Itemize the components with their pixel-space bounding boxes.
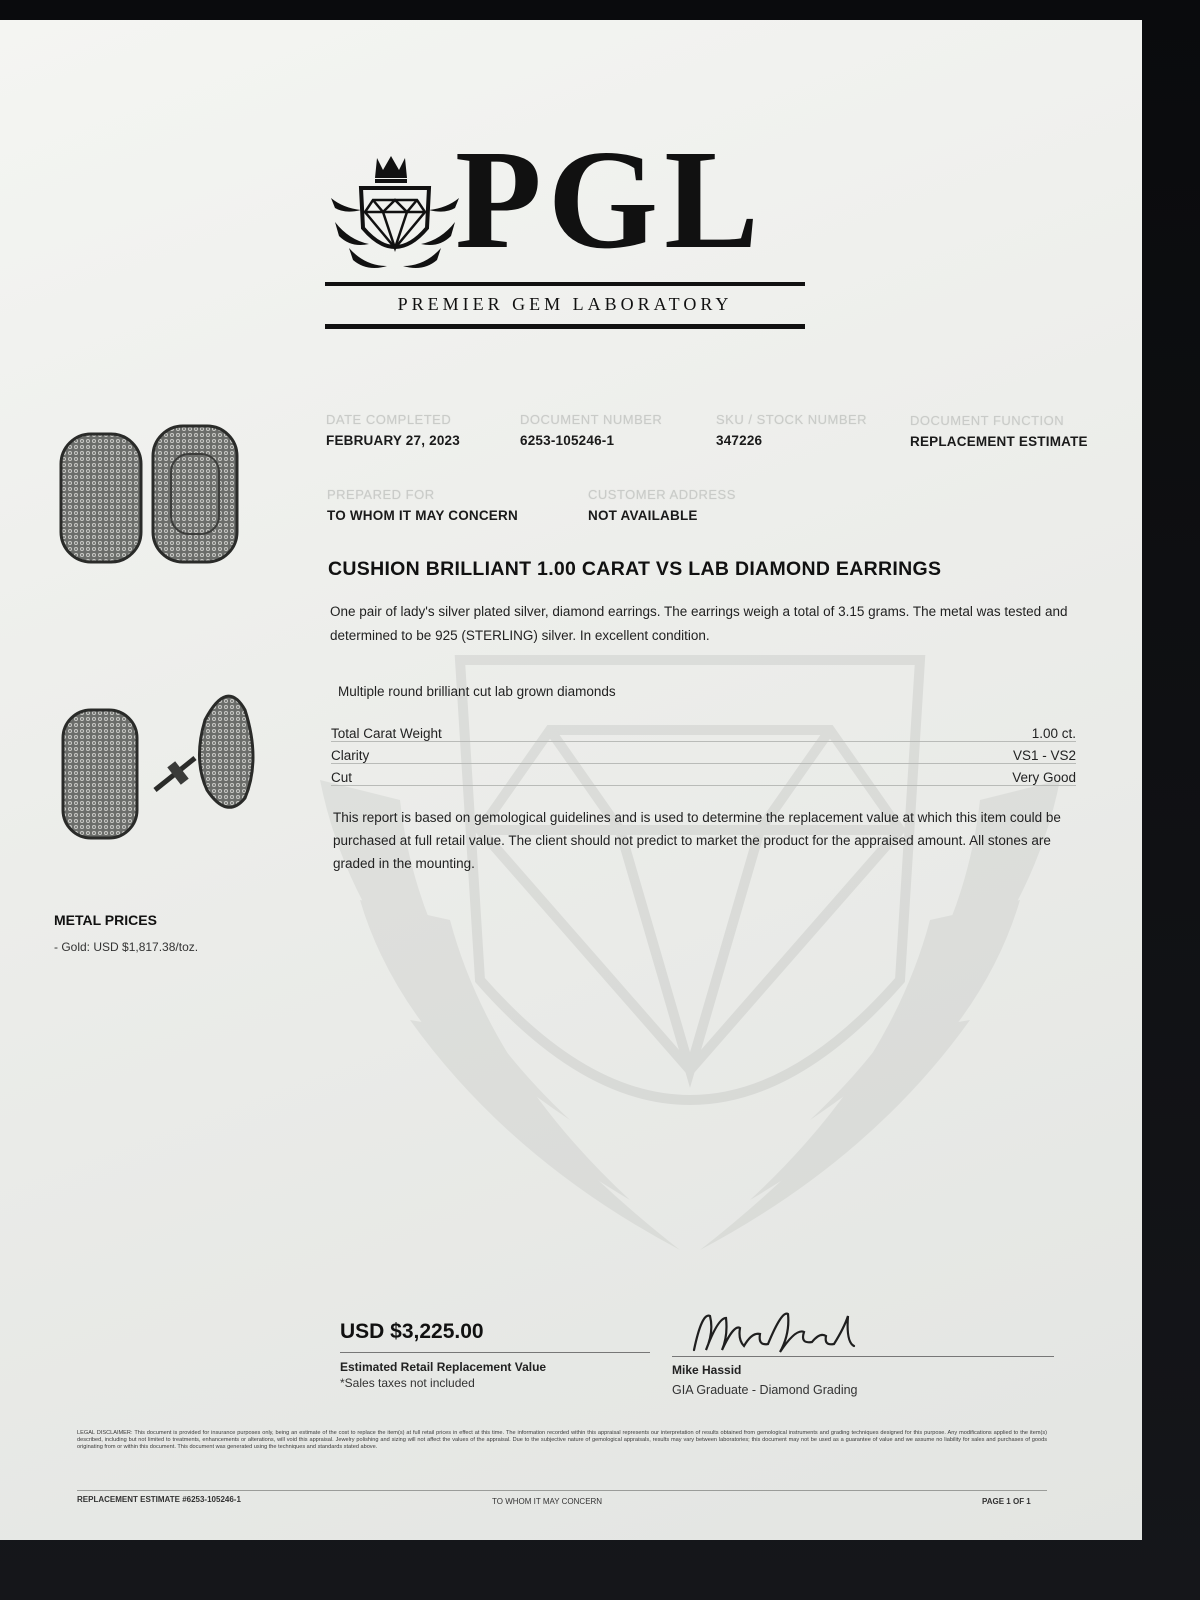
logo-letters: PGL: [455, 120, 765, 278]
field-value: NOT AVAILABLE: [588, 508, 698, 523]
footer-document-id: REPLACEMENT ESTIMATE #6253-105246-1: [77, 1495, 241, 1504]
spec-value: VS1 - VS2: [1012, 748, 1076, 763]
appraisal-document: [0, 20, 1142, 1540]
field-value: FEBRUARY 27, 2023: [326, 433, 460, 448]
stones-heading: Multiple round brilliant cut lab grown diamonds: [338, 684, 616, 699]
signer-title: GIA Graduate - Diamond Grading: [672, 1383, 858, 1397]
signature-divider: [672, 1356, 1054, 1357]
spec-label: Total Carat Weight: [331, 726, 442, 741]
prepared-for-field: [327, 487, 518, 523]
field-value: 6253-105246-1: [520, 433, 615, 448]
field-label: SKU / STOCK NUMBER: [716, 412, 868, 427]
replacement-value-label: Estimated Retail Replacement Value: [340, 1360, 547, 1374]
price-divider: [340, 1352, 650, 1353]
metal-price-gold: - Gold: USD $1,817.38/toz.: [54, 940, 199, 954]
logo-divider: [325, 324, 805, 329]
metal-prices-heading: METAL PRICES: [54, 912, 157, 928]
field-label: DOCUMENT NUMBER: [520, 412, 663, 427]
field-value: TO WHOM IT MAY CONCERN: [327, 508, 518, 523]
spec-value: Very Good: [1012, 770, 1076, 785]
field-value: 347226: [716, 433, 763, 448]
footer-recipient: TO WHOM IT MAY CONCERN: [492, 1497, 603, 1506]
sku-field: [716, 412, 867, 448]
spec-row-clarity: [331, 742, 1076, 764]
replacement-value: USD $3,225.00: [340, 1320, 484, 1343]
sales-tax-note: *Sales taxes not included: [340, 1376, 475, 1390]
legal-disclaimer: LEGAL DISCLAIMER: This document is provided for insurance purposes only, being an estimate of the cost to replace the item(s) at full retail prices in effect at this time. The information recorded within this appraisal represents our interpretation of results obtained from gemological instruments and grading techniques designed for this purpose. Any modifications applied to the item(s) described, including but not limited to treatments, enhancements or alterations, will void this appraisal. Jewelry polishing and sizing will not affect the values of the appraisal. Due to the subjective nature of gemological appraisals, results may vary between laboratories; this document may not be used as a guarantee of value and we assume no liability for sales and purchases of goods originating from or within this document. This document was generated using the techniques and standards stated above.: [77, 1430, 1047, 1451]
spec-value: 1.00 ct.: [1031, 726, 1076, 741]
item-title: CUSHION BRILLIANT 1.00 CARAT VS LAB DIAMOND EARRINGS: [328, 558, 942, 580]
customer-address-field: [588, 487, 736, 523]
field-label: PREPARED FOR: [327, 487, 435, 502]
spec-row-cut: [331, 764, 1076, 786]
pgl-logo: [325, 120, 805, 335]
signer-name: Mike Hassid: [672, 1363, 742, 1377]
spec-label: Cut: [331, 770, 353, 785]
item-description: One pair of lady's silver plated silver, diamond earrings. The earrings weigh a total of 3.15 grams. The metal was tested and determined to be 925 (STERLING) silver. In excellent condition.: [330, 604, 1068, 643]
handwritten-signature: [688, 1306, 858, 1358]
field-value: REPLACEMENT ESTIMATE: [910, 434, 1088, 449]
field-label: DATE COMPLETED: [326, 412, 452, 427]
earrings-front-photo: [55, 420, 245, 580]
diamond-crest-icon: [325, 148, 465, 278]
footer-divider: [77, 1490, 1047, 1491]
spec-label: Clarity: [331, 748, 370, 763]
date-completed-field: [326, 412, 460, 448]
field-label: CUSTOMER ADDRESS: [588, 487, 736, 502]
earrings-side-photo: [55, 680, 265, 850]
spec-row-carat-weight: [331, 720, 1076, 742]
document-number-field: [520, 412, 662, 448]
logo-divider: [325, 282, 805, 286]
logo-subtitle: PREMIER GEM LABORATORY: [397, 294, 733, 314]
report-disclaimer: This report is based on gemological guidelines and is used to determine the replacement value at which this item could be purchased at full retail value. The client should not predict to market the product for the appraised amount. All stones are graded in the mounting.: [333, 810, 1061, 871]
footer-page-number: PAGE 1 OF 1: [982, 1497, 1031, 1506]
field-label: DOCUMENT FUNCTION: [910, 413, 1065, 428]
document-function-field: [910, 413, 1088, 449]
watermark-emblem: [300, 600, 1080, 1320]
spec-table: [331, 720, 1076, 786]
